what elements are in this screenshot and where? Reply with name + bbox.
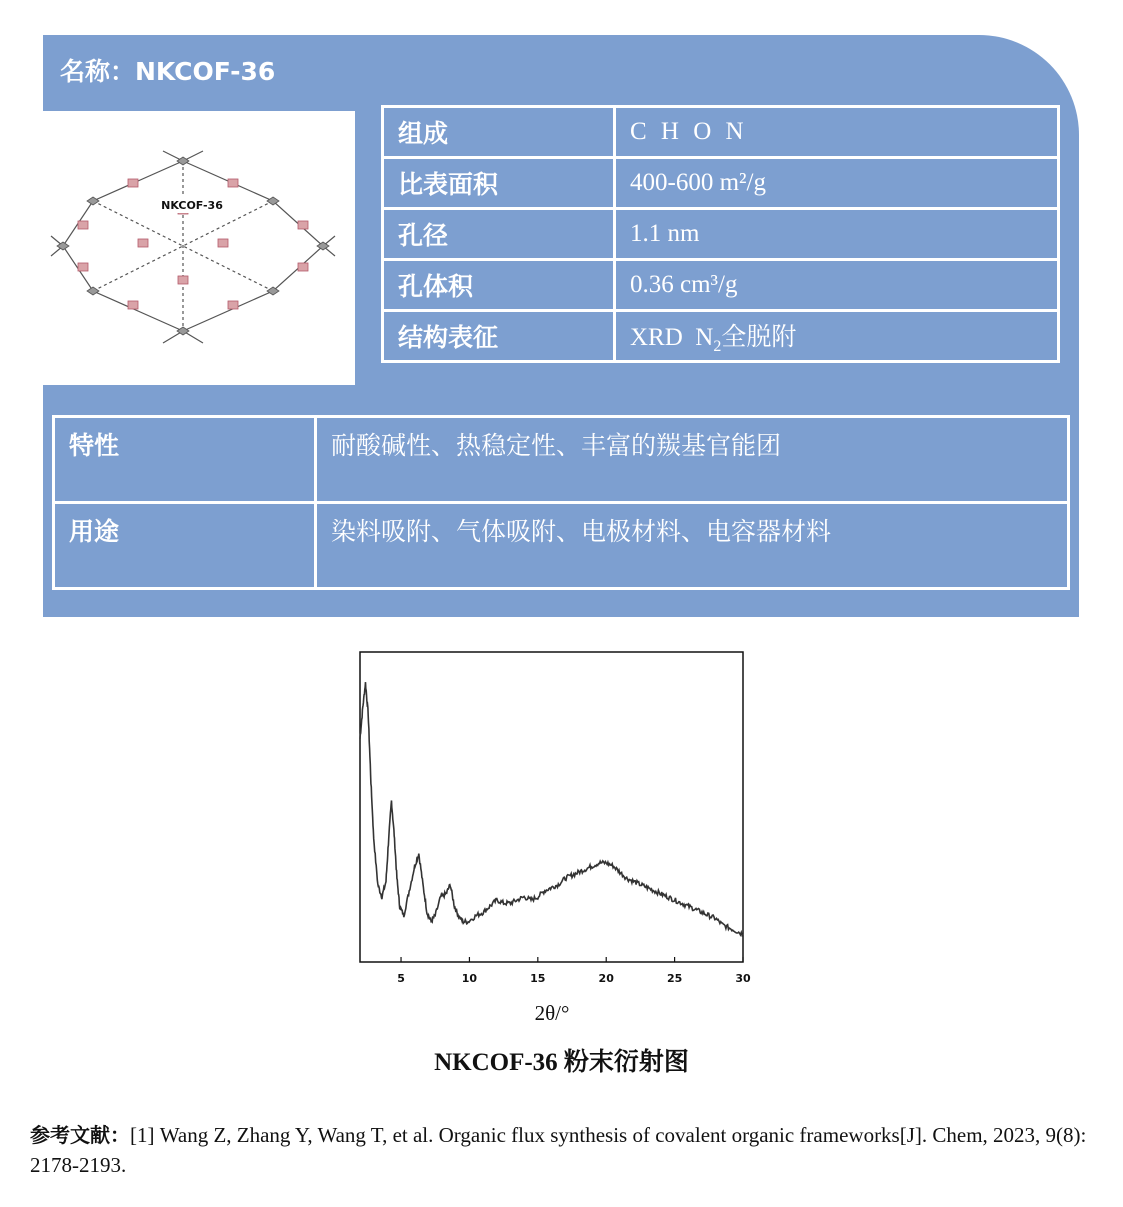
plot-frame (360, 652, 743, 962)
feature-value: 耐酸碱性、热稳定性、丰富的羰基官能团 (316, 417, 1069, 503)
cof-structure-diagram (43, 111, 355, 385)
xrd-chart-svg (355, 645, 755, 1030)
reference-text: [1] Wang Z, Zhang Y, Wang T, et al. Organic flux synthesis of covalent organic frameworks[J]. Chem, 2023, 9(8): 2178-2193. (30, 1123, 1087, 1177)
property-key: 孔体积 (383, 260, 615, 311)
table-row (383, 158, 1059, 209)
property-value: 400-600 m²/g (615, 158, 1059, 209)
characterization-main: XRD N (630, 323, 714, 351)
property-value: 1.1 nm (615, 209, 1059, 260)
table-row (383, 311, 1059, 362)
structure-label: NKCOF-36 (161, 199, 223, 212)
property-key: 比表面积 (383, 158, 615, 209)
characterization-tail: 全脱附 (721, 321, 797, 351)
characterization-subscript: 2 (713, 337, 722, 355)
feature-key: 用途 (54, 503, 316, 589)
xrd-chart (355, 645, 755, 1030)
feature-value: 染料吸附、气体吸附、电极材料、电容器材料 (316, 503, 1069, 589)
x-tick-label: 20 (598, 972, 614, 985)
table-row (383, 260, 1059, 311)
property-value: C H O N (615, 107, 1059, 158)
features-table (52, 415, 1070, 590)
x-tick-label: 15 (530, 972, 546, 985)
property-key: 结构表征 (383, 311, 615, 362)
table-row (383, 209, 1059, 260)
table-row (383, 107, 1059, 158)
series-line (360, 682, 743, 935)
x-tick-label: 30 (735, 972, 751, 985)
table-row (54, 417, 1069, 503)
feature-key: 特性 (54, 417, 316, 503)
material-title: 名称：NKCOF-36 (60, 57, 276, 86)
chart-caption: NKCOF-36 粉末衍射图 (434, 1049, 689, 1076)
references-label: 参考文献： (30, 1123, 130, 1147)
property-value: 0.36 cm³/g (615, 260, 1059, 311)
property-key: 孔径 (383, 209, 615, 260)
x-tick-label: 25 (666, 972, 683, 985)
x-tick-label: 10 (461, 972, 478, 985)
x-axis-ticks (397, 957, 751, 985)
x-axis-label: 2θ/° (534, 1001, 570, 1025)
x-tick-label: 5 (397, 972, 405, 985)
properties-table (381, 105, 1060, 363)
table-row (54, 503, 1069, 589)
property-key: 组成 (383, 107, 615, 158)
property-value (615, 311, 1059, 362)
structure-image (43, 111, 355, 385)
references (30, 1120, 1105, 1180)
